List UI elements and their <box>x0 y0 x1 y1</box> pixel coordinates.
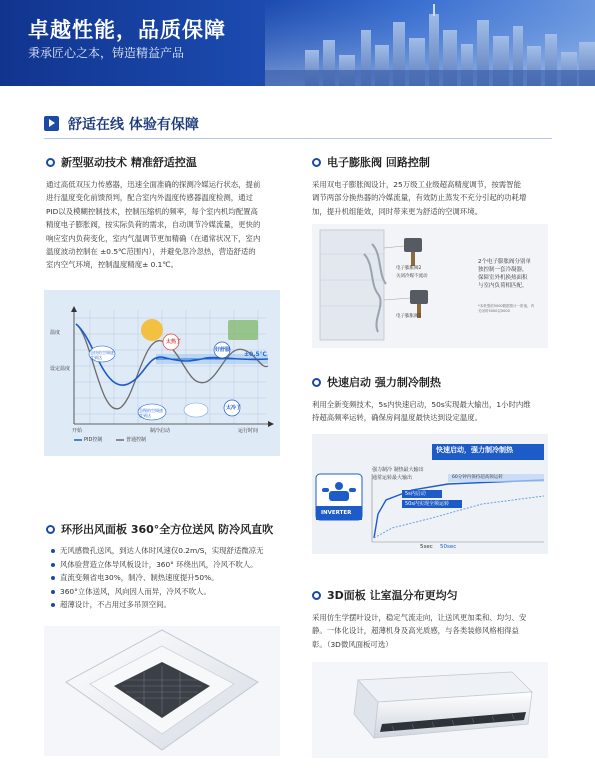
panel-3d-heading: 3D面板 让室温分布更均匀 <box>312 587 458 603</box>
ring-bullet-icon <box>312 591 321 600</box>
valve2-note: 关闭冷媒不流动 <box>396 274 428 279</box>
normal-output-label: 通常运转最大输出 <box>372 475 413 481</box>
x-axis-arrow-icon <box>268 421 274 427</box>
quick-start-diagram <box>312 434 548 554</box>
too-hot-label: 太热了 <box>166 339 182 345</box>
city-skyline-image <box>265 0 595 86</box>
time-50sec: 50sec <box>440 544 457 550</box>
cassette-unit-image <box>44 626 280 756</box>
tolerance-label: ±0.5℃ <box>244 351 267 358</box>
too-cold-label: 太冷了 <box>226 405 242 411</box>
drive-tech-paragraph: 通过高低双压力传感器，迅速全面准确的探测冷媒运行状态，提前 进行温度变化前馈预判，配合室内外温度传感器温度检测，通过 PID以及模糊控制技术，控制压缩机的频率，每个室内机均配置高 精度电子膨胀阀，按实际负荷的需求，自动调节冷媒流量，更快的 响应室内负荷变化，室内气温调节更加精确（在通常状况下，室内 温度波动控制在 ±0.5℃范围内），并避免忽冷忽热，营造舒适的 室内空气环境，控制温度精度± 0.1℃。 <box>46 180 261 270</box>
legend-pid-label: PID控制 <box>84 437 103 443</box>
play-arrow-icon <box>44 116 59 131</box>
list-item: 超薄设计，不占用过多吊顶空间。 <box>50 598 286 612</box>
ring-bullet-icon <box>312 378 321 387</box>
list-item: 无风感微孔送风，到达人体时风速仅0.2m/S，实现舒适微凉无 <box>50 544 286 558</box>
section-heading <box>44 114 552 134</box>
x-label-start: 开始 <box>72 428 83 434</box>
ring-panel-heading: 环形出风面板 360°全方位送风 防冷风直吹 <box>46 521 273 537</box>
fast-reach-label: 急快的空调速度到达 <box>90 350 114 360</box>
section-divider <box>44 138 552 139</box>
comfy-person-image <box>228 320 258 340</box>
snow-cloud-icon <box>184 403 208 417</box>
eev-note: 2个电子膨胀阀分别单 独控制一套冷凝器， 保障室外机换热面积 与室内负荷相匹配。 <box>478 259 531 289</box>
eev-footnote: *本机型依5000数据预计一阶值，内 关闭时5000以5000 <box>478 304 535 313</box>
page-title: 卓越性能，品质保障 <box>28 18 226 42</box>
x-label-cooling-start: 制冷启动 <box>150 428 171 434</box>
eev-diagram <box>312 224 548 348</box>
five-second-start-label: 5s内启动 <box>405 491 426 497</box>
ring-bullet-icon <box>46 158 55 167</box>
quick-start-panel-title: 快速启动，强力制冷制热 <box>436 446 513 454</box>
list-item: 风体验营造立体导风板设计，360° 环绕出风，冷风不吹人。 <box>50 558 286 572</box>
y-label-set-temperature: 设定温度 <box>50 366 71 372</box>
temperature-control-chart <box>44 290 280 456</box>
ring-bullet-icon <box>312 158 321 167</box>
slow-reach-label: 急慢的空调速度到达 <box>139 408 163 418</box>
ring-panel-bullet-list <box>50 544 286 612</box>
y-label-temperature: 温度 <box>50 330 61 336</box>
x-label-run-time: 运行时间 <box>238 428 259 434</box>
valve-icon <box>404 238 422 266</box>
y-axis-arrow-icon <box>71 306 77 312</box>
comfy-label: 好舒服 <box>215 347 231 353</box>
eev-heading: 电子膨胀阀 回路控制 <box>312 154 430 170</box>
header-banner <box>0 0 595 86</box>
eev-paragraph: 采用双电子膨胀阀设计，25万级工业级超高精度调节，按需智能 调节两部分换热器的冷媒流量，有效防止蒸发不充分引起的功耗增 加，提升机组能效，同时带来更为舒适的空调环境。 <box>312 180 527 216</box>
max-output-label: 强力制冷 制热最大输出 <box>372 467 424 473</box>
list-item: 360°立体送风，风向因人而异，冷风不吹人。 <box>50 585 286 599</box>
panel-3d-paragraph: 采用仿生学摆叶设计，稳定气流走向，让送风更加柔和、均匀、安 静。一体化设计，超薄机身及高光质感，与各类装修风格相得益 彰。（3D微风面板可选） <box>312 613 527 649</box>
ring-bullet-icon <box>46 525 55 534</box>
3d-panel-unit-image <box>312 662 548 758</box>
valve2-label: 电子膨胀阀2 <box>396 266 422 271</box>
quick-start-curve <box>374 480 544 538</box>
inverter-brand: INVERTER <box>321 510 352 516</box>
section-title: 舒适在线 体验有保障 <box>68 117 199 133</box>
fifty-second-label: 50s内实现全频运转 <box>405 501 449 507</box>
sixty-minute-label: 60分钟内保持超高频运转 <box>452 475 503 480</box>
quick-start-heading: 快速启动 强力制冷制热 <box>312 374 441 390</box>
quick-start-paragraph: 利用全新变频技术，5s内快速启动，50s实现最大输出，1小时内维 持超高频率运转，确保房间温度最快达到设定温度。 <box>312 400 531 423</box>
drive-tech-heading: 新型驱动技术 精准舒适控温 <box>46 154 197 170</box>
sun-icon <box>141 319 163 341</box>
page-subtitle: 秉承匠心之本，铸造精益产品 <box>28 46 185 60</box>
valve1-label: 电子膨胀阀1 <box>396 314 422 319</box>
list-item: 直流变频省电30%，制冷、制热速度提升50%。 <box>50 571 286 585</box>
time-5sec: 5sec <box>420 544 433 550</box>
legend-normal-label: 普通控制 <box>126 437 147 443</box>
